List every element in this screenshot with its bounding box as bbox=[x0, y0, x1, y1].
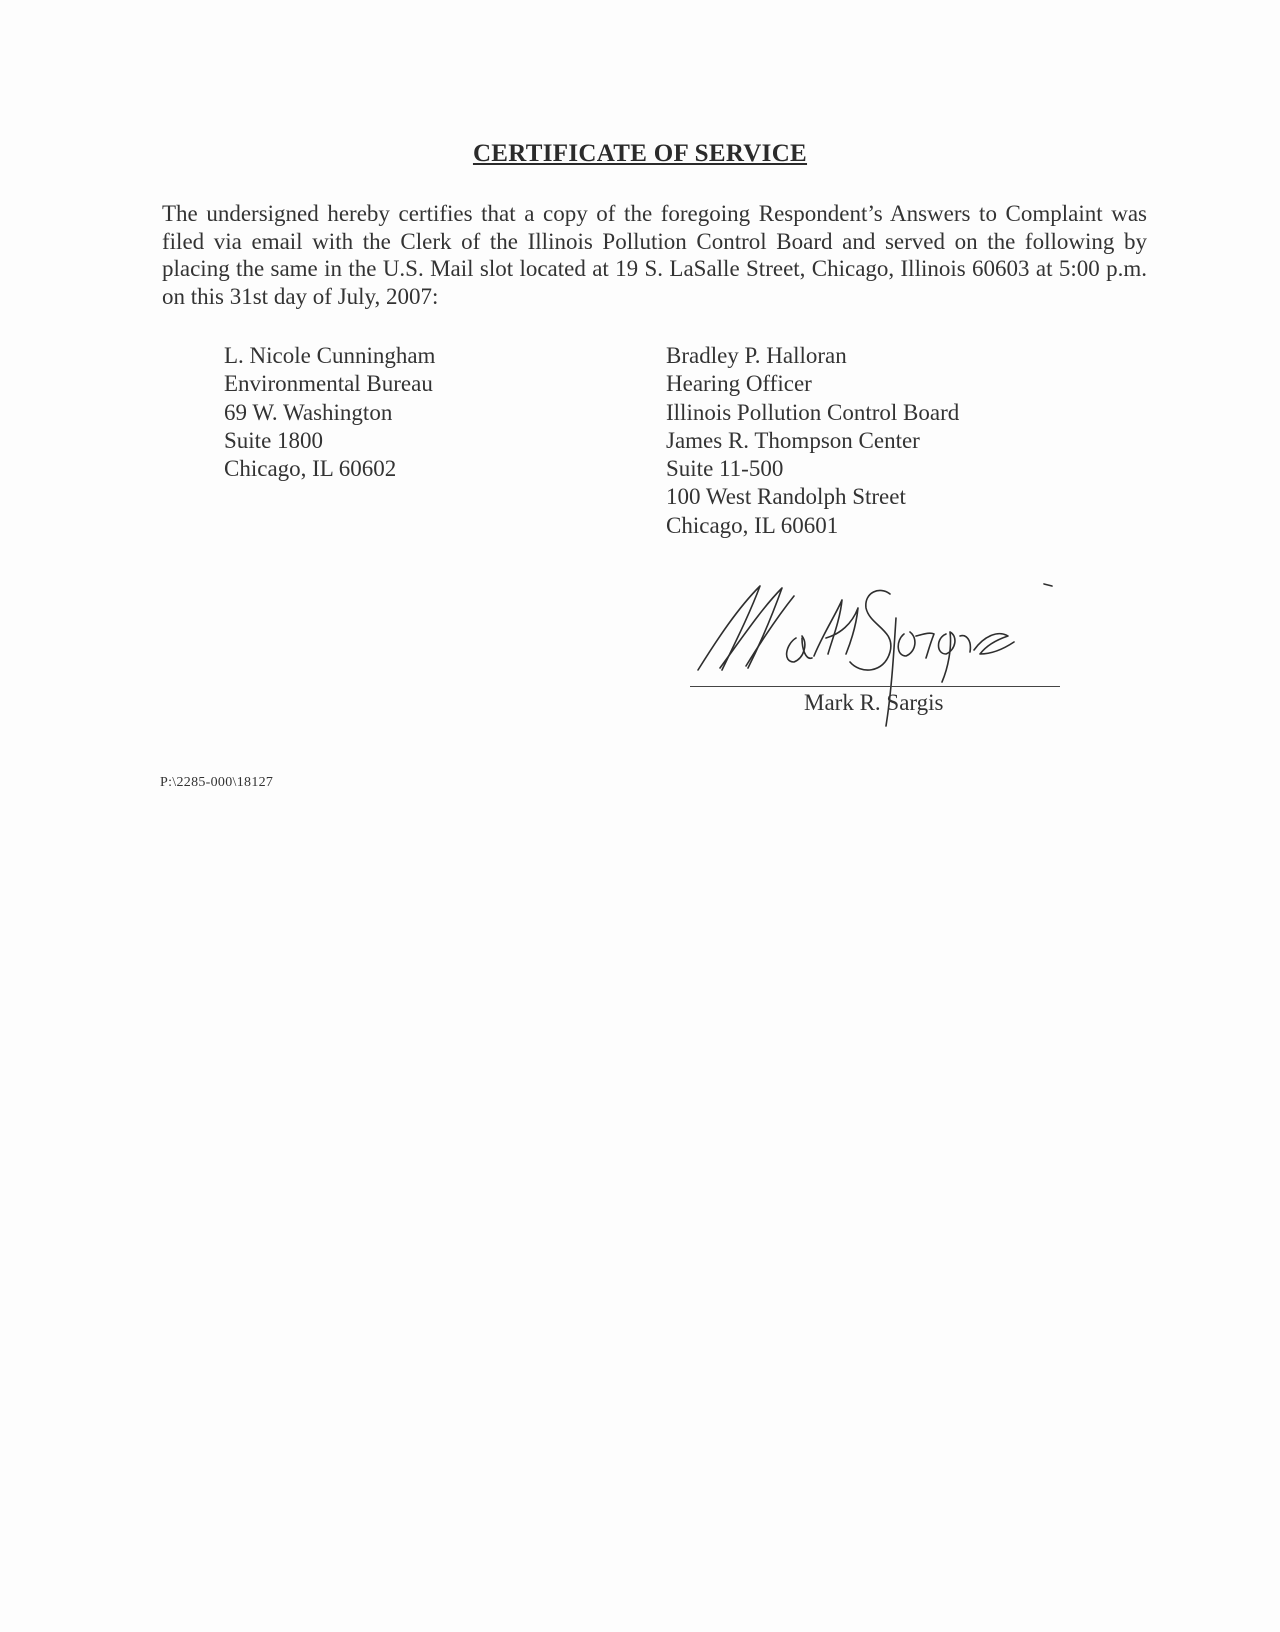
signature-line bbox=[690, 686, 1060, 687]
address-line: 69 W. Washington bbox=[224, 399, 393, 425]
address-line: Hearing Officer bbox=[666, 371, 812, 397]
document-title: CERTIFICATE OF SERVICE bbox=[472, 140, 808, 167]
address-line: James R. Thompson Center bbox=[666, 427, 920, 453]
file-reference: P:\2285-000\18127 bbox=[160, 775, 274, 790]
address-line: Bradley P. Halloran bbox=[666, 343, 847, 368]
address-line: Environmental Bureau bbox=[224, 371, 433, 397]
address-line: Chicago, IL 60601 bbox=[666, 512, 839, 538]
certification-paragraph: The undersigned hereby certifies that a copy of the foregoing Respondent’s Answers to Complaint was filed via email with the Clerk of the Illinois Pollution Control Board and served on the following by placing the same in the U.S. Mail slot located at 19 S. LaSalle Street, Chicago, Illinois 60603 at 5:00 p.m. on this 31st day of July, 2007: bbox=[162, 201, 1147, 309]
address-line: Suite 1800 bbox=[224, 427, 324, 453]
address-line: Suite 11-500 bbox=[666, 456, 784, 482]
address-line: Chicago, IL 60602 bbox=[224, 456, 397, 482]
address-line: Illinois Pollution Control Board bbox=[666, 399, 960, 425]
signer-name: Mark R. Sargis bbox=[804, 690, 944, 715]
address-line: 100 West Randolph Street bbox=[666, 484, 906, 510]
address-line: L. Nicole Cunningham bbox=[224, 343, 436, 368]
recipient-address-2 bbox=[666, 342, 959, 540]
recipient-address-1 bbox=[224, 342, 435, 483]
